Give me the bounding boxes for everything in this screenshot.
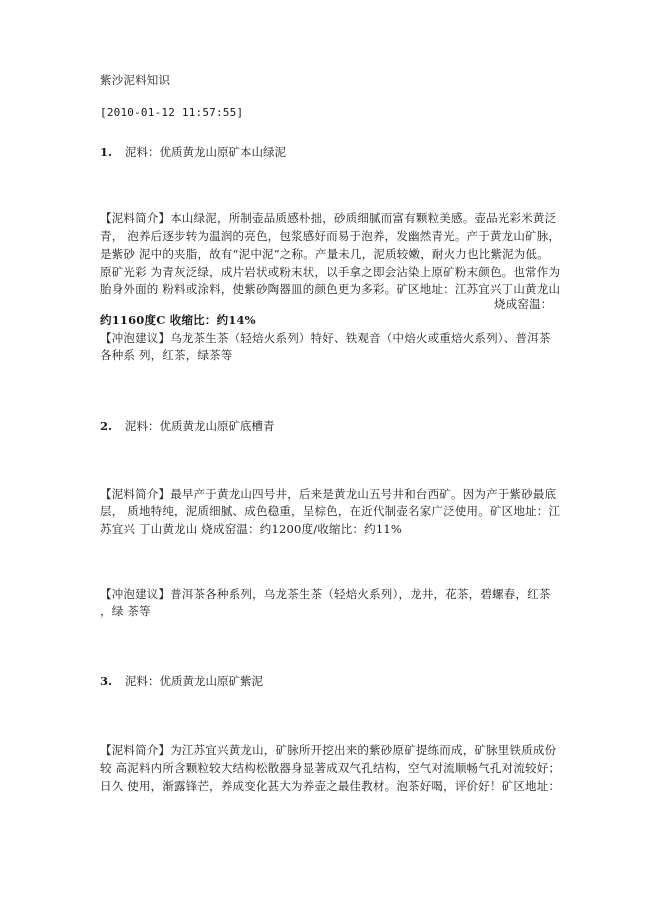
section-1-temp-line: 约1160度C 收缩比：约14%	[100, 313, 256, 327]
section-3-heading: 泥料：优质黄龙山原矿紫泥	[125, 674, 263, 688]
section-1-heading: 泥料：优质黄龙山原矿本山绿泥	[125, 145, 286, 159]
doc-timestamp: [2010-01-12 11:57:55]	[100, 106, 244, 119]
section-1-number: 1.	[100, 145, 113, 159]
section-2-number: 2.	[100, 419, 113, 433]
section-2-intro-line: 苏宜兴 丁山黄龙山 烧成窑温：约1200度/收缩比：约11%	[100, 522, 403, 536]
section-3-number: 3.	[100, 674, 113, 688]
doc-title: 紫沙泥料知识	[100, 73, 171, 87]
section-2-intro-line: 【泥料简介】最早产于黄龙山四号井，后来是黄龙山五号井和台西矿。因为产于紫砂最底	[100, 487, 557, 501]
section-1-intro-line: 是紫砂 泥中的夹脂，故有“泥中泥”之称。产量未几，泥质较嫩，耐火力也比紫泥为低。	[100, 247, 549, 261]
section-3-intro-line: 较 高泥料内所含颗粒较大结构松散器身显著成双气孔结构，空气对流顺畅气孔对流较好；	[100, 761, 561, 775]
section-1-brew-line: 各种系 列，红茶，绿茶等	[100, 348, 233, 362]
section-1-kiln-label: 烧成窑温：	[494, 297, 553, 311]
section-1-brew-line: 【冲泡建议】乌龙茶生茶（轻焙火系列）特好、铁观音（中焙火或重焙火系列）、普洱茶	[100, 331, 551, 345]
section-1-intro-line: 胎身外面的 粉料或涂料，使紫砂陶器皿的颜色更为多彩。矿区地址：江苏宜兴丁山黄龙山	[100, 282, 561, 296]
section-2-brew-line: 【冲泡建议】普洱茶各种系列，乌龙茶生茶（轻焙火系列），龙井，花茶，碧螺春，红茶	[100, 587, 551, 601]
section-2-intro-line: 层， 质地特纯，泥质细腻、成色稳重，呈棕色，在近代制壶名家广泛使用。矿区地址：江	[100, 504, 561, 518]
section-3-intro-line: 日久 使用，渐露锋芒，养成变化甚大为养壶之最佳教材。泡茶好喝，评价好！矿区地址：	[100, 779, 561, 793]
section-2-heading: 泥料：优质黄龙山原矿底槽青	[125, 419, 275, 433]
section-2-brew-line: ，绿 茶等	[100, 604, 151, 618]
section-3-intro-line: 【泥料简介】为江苏宜兴黄龙山，矿脉所开挖出来的紫砂原矿提练而成，矿脉里铁质成份	[100, 743, 557, 757]
section-1-intro-line: 原矿光彩 为青灰泛绿，成片岩状或粉末状，以手拿之即会沾染上原矿粉末颜色。也常作为	[100, 265, 561, 279]
section-1-intro-line: 青， 泡养后逐步转为温润的亮色，包浆感好而易于泡养，发幽然青光。产于黄龙山矿脉，	[100, 229, 561, 243]
section-1-intro-line: 【泥料简介】本山绿泥，所制壶品质感朴拙，砂质细腻而富有颗粒美感。壶品光彩米黄泛	[100, 211, 557, 225]
